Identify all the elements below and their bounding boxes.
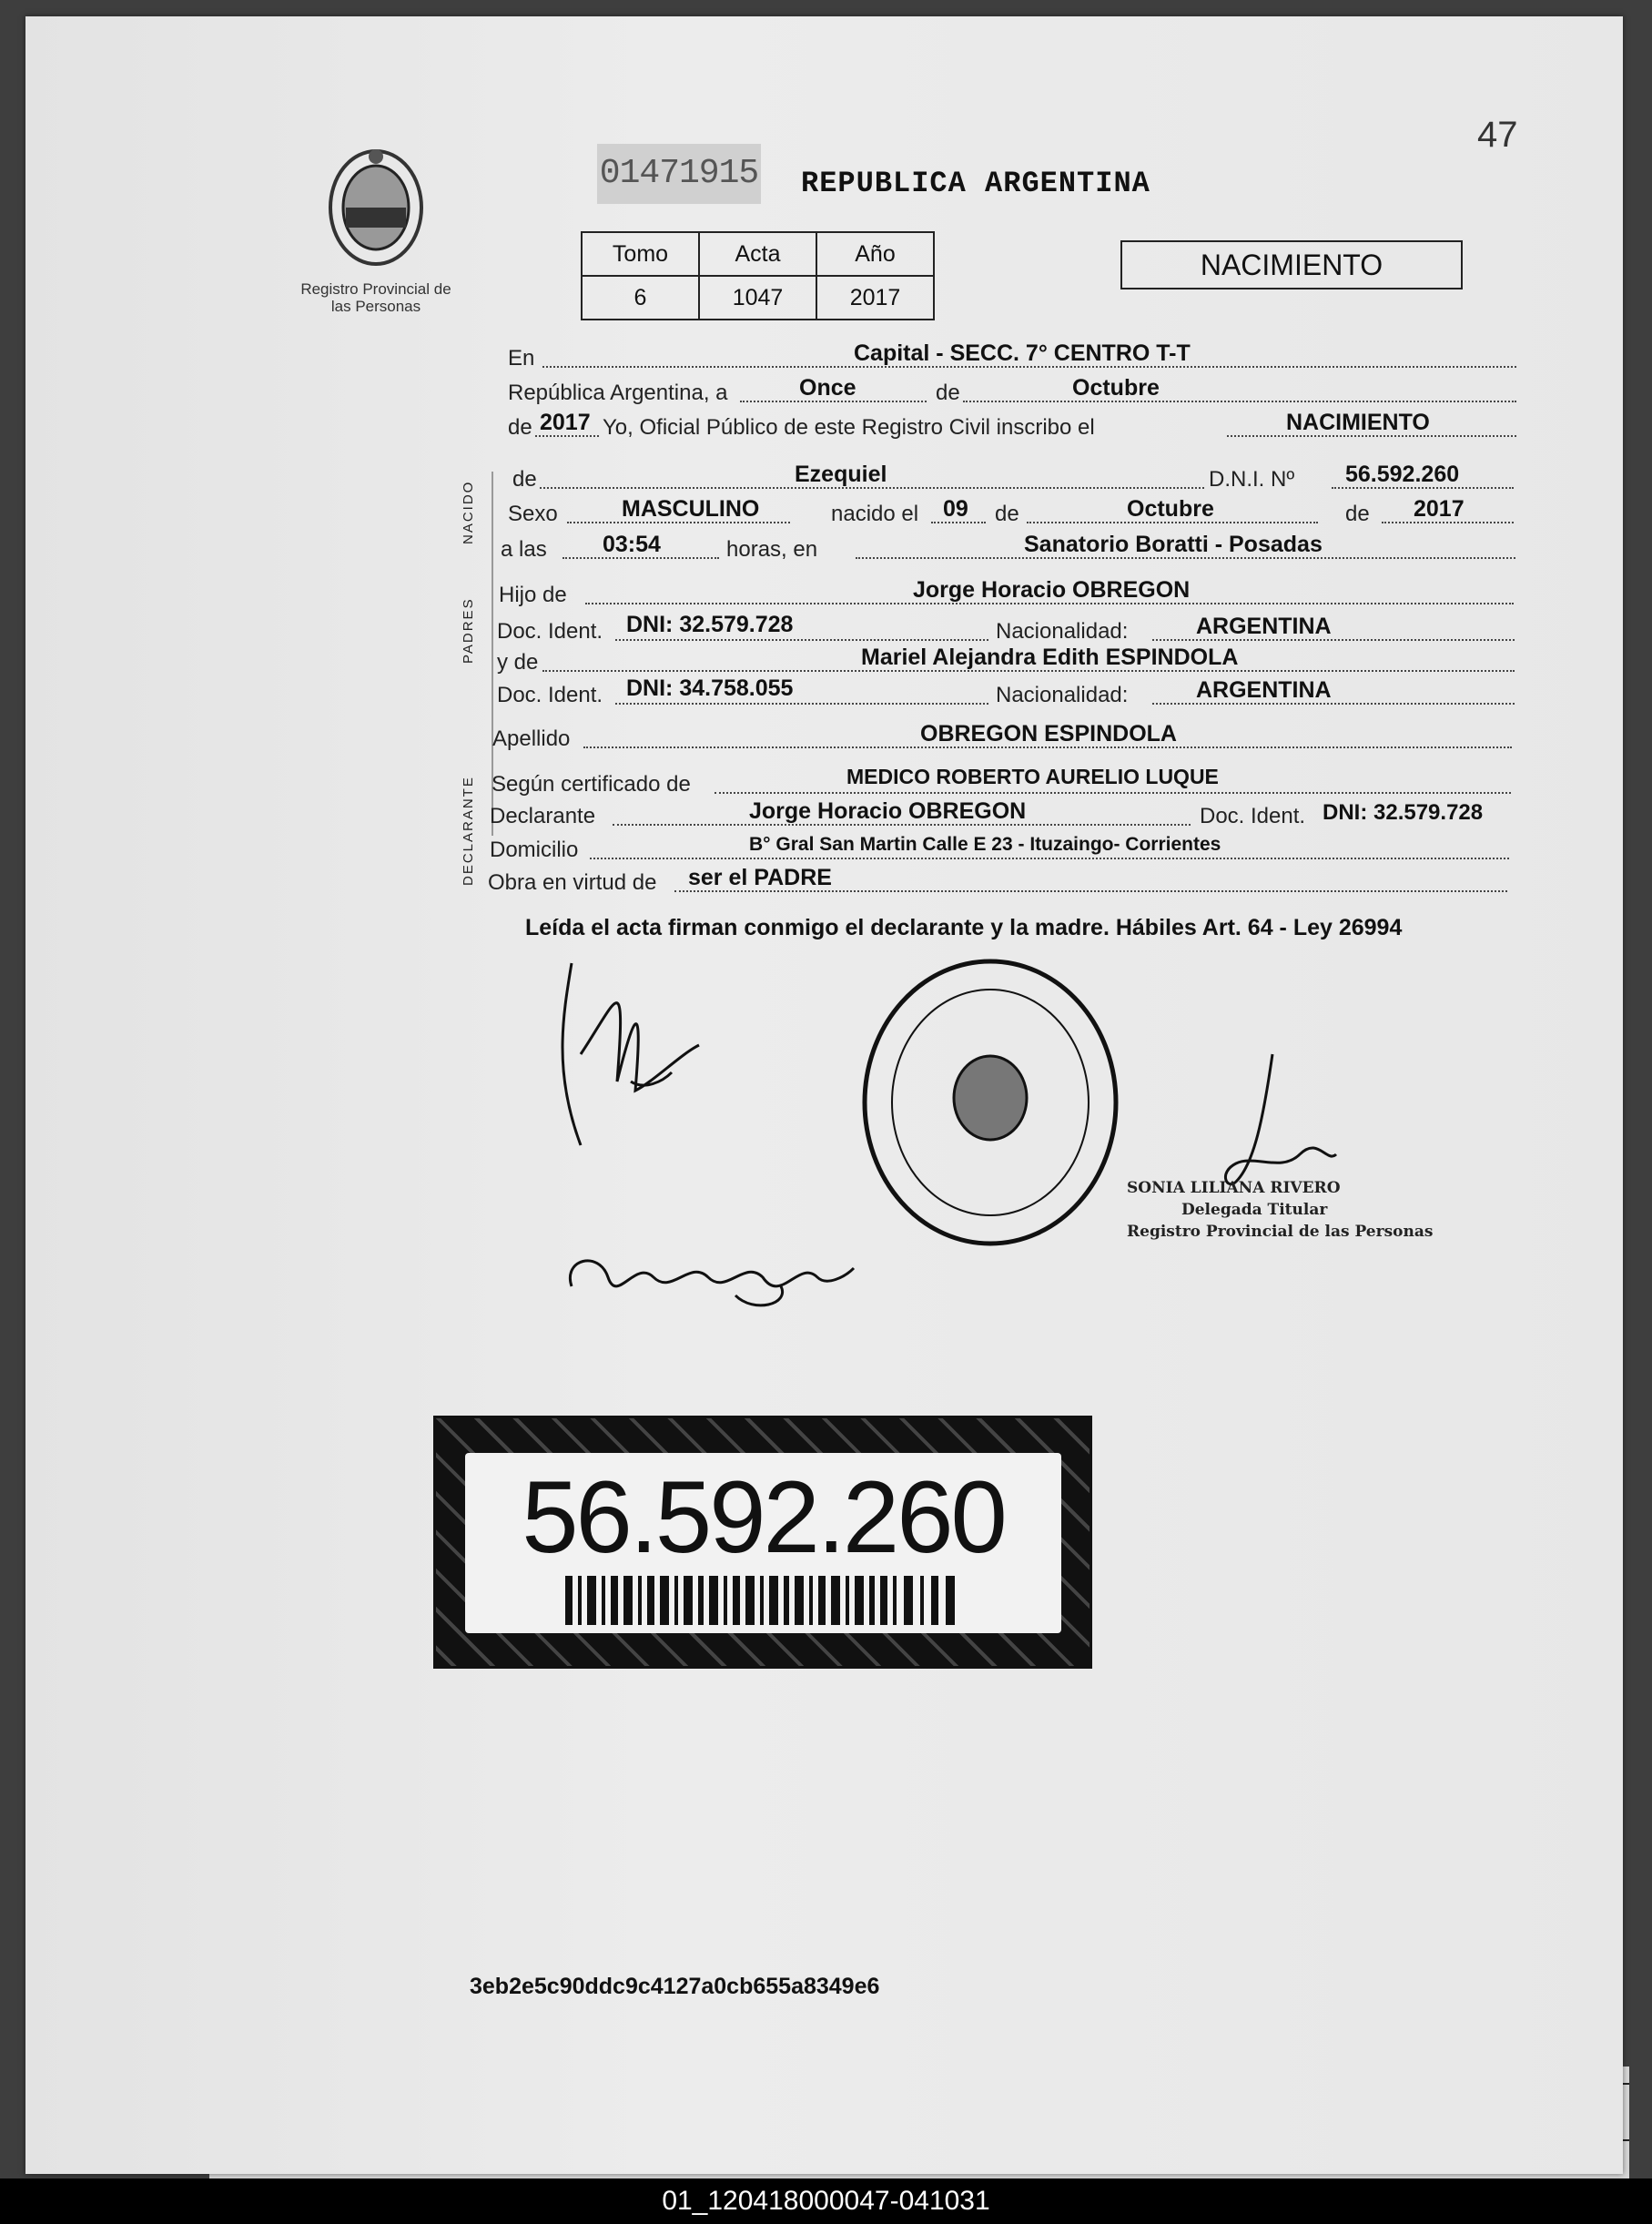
label-de3: de — [1345, 502, 1370, 526]
label-de2: de — [995, 502, 1019, 526]
sidebar-nacido: NACIDO — [461, 480, 476, 545]
row-name — [512, 462, 1518, 500]
value-declarant-doc: DNI: 32.579.728 — [1323, 800, 1484, 825]
label-de-year: de — [508, 415, 532, 440]
label-declarante: Declarante — [490, 804, 596, 828]
label-dni: D.N.I. Nº — [1209, 467, 1295, 492]
registry-table — [581, 231, 935, 320]
label-sexo: Sexo — [508, 502, 558, 526]
official-name: SONIA LILIANA RIVERO — [1127, 1179, 1341, 1197]
official-org: Registro Provincial de las Personas — [1127, 1223, 1434, 1241]
value-birth-year: 2017 — [1414, 496, 1465, 522]
row-yo — [508, 410, 1518, 448]
provincial-seal-icon — [326, 144, 426, 271]
scan-footer-id: 01_120418000047-041031 — [0, 2178, 1652, 2224]
row-time — [501, 532, 1518, 570]
row-declarant — [490, 798, 1518, 837]
official-block — [1127, 1177, 1433, 1243]
value-ano: 2017 — [816, 276, 934, 320]
label-hijo-de: Hijo de — [499, 583, 567, 607]
label-de-name: de — [512, 467, 537, 492]
label-nacionalidad: Nacionalidad: — [996, 619, 1129, 644]
value-declarant: Jorge Horacio OBREGON — [749, 798, 1027, 824]
label-en: En — [508, 346, 535, 371]
signature-mother — [553, 1223, 863, 1323]
value-address: B° Gral San Martin Calle E 23 - Ituzaingo- Corrientes — [749, 834, 1221, 855]
value-tomo: 6 — [582, 276, 699, 320]
value-mother: Mariel Alejandra Edith ESPINDOLA — [861, 645, 1239, 670]
label-apellido: Apellido — [492, 726, 571, 751]
row-place — [508, 340, 1518, 379]
value-father-nat: ARGENTINA — [1196, 614, 1332, 639]
value-place: Capital - SECC. 7° CENTRO T-T — [854, 340, 1191, 366]
value-father: Jorge Horacio OBREGON — [913, 577, 1191, 603]
barcode-label — [433, 1416, 1092, 1669]
label-domicilio: Domicilio — [490, 838, 579, 862]
value-certificate: MEDICO ROBERTO AURELIO LUQUE — [846, 765, 1219, 788]
value-by-virtue: ser el PADRE — [688, 865, 832, 890]
value-act: NACIMIENTO — [1286, 410, 1430, 435]
value-father-doc: DNI: 32.579.728 — [626, 612, 794, 637]
label-a-las: a las — [501, 537, 547, 562]
birth-certificate-page — [25, 16, 1623, 2174]
row-mother-doc — [497, 675, 1518, 716]
row-sex — [508, 496, 1518, 534]
value-mother-nat: ARGENTINA — [1196, 677, 1332, 703]
value-birthplace: Sanatorio Boratti - Posadas — [1024, 532, 1323, 557]
barcode-icon — [565, 1576, 966, 1625]
barcode-number: 56.592.260 — [522, 1460, 1005, 1574]
sidebar-declarante: DECLARANTE — [461, 776, 476, 887]
sidebar-padres: PADRES — [461, 597, 476, 665]
label-yo: Yo, Oficial Público de este Registro Civil inscribo el — [603, 415, 1095, 440]
value-surname: OBREGON ESPINDOLA — [920, 721, 1177, 746]
label-republica: República Argentina, a — [508, 381, 728, 405]
row-father — [499, 577, 1518, 615]
row-date — [508, 375, 1518, 413]
registry-caption: Registro Provincial de las Personas — [300, 280, 451, 315]
page-number: 47 — [1477, 115, 1518, 155]
official-stamp-icon — [854, 952, 1127, 1253]
header-acta: Acta — [699, 232, 816, 276]
value-birth-day: 09 — [943, 496, 968, 522]
country-title: REPUBLICA ARGENTINA — [801, 167, 1150, 200]
label-doc-ident-2: Doc. Ident. — [497, 683, 603, 707]
value-mother-doc: DNI: 34.758.055 — [626, 675, 794, 701]
row-surname — [492, 721, 1518, 759]
value-name: Ezequiel — [795, 462, 887, 487]
value-birth-month: Octubre — [1127, 496, 1214, 522]
value-sex: MASCULINO — [622, 496, 760, 522]
header-tomo: Tomo — [582, 232, 699, 276]
value-year: 2017 — [540, 410, 591, 435]
label-obra: Obra en virtud de — [488, 870, 657, 895]
document-hash: 3eb2e5c90ddc9c4127a0cb655a8349e6 — [470, 1974, 880, 1999]
label-nacido-el: nacido el — [831, 502, 919, 526]
value-month: Octubre — [1072, 375, 1160, 401]
row-address — [490, 834, 1518, 870]
label-doc-ident-3: Doc. Ident. — [1200, 804, 1306, 828]
closing-text: Leída el acta firman conmigo el declarante y la madre. Hábiles Art. 64 - Ley 26994 — [525, 915, 1403, 940]
label-horas-en: horas, en — [726, 537, 818, 562]
serial-number: 01471915 — [597, 144, 761, 204]
label-de1: de — [936, 381, 960, 405]
label-doc-ident: Doc. Ident. — [497, 619, 603, 644]
label-nacionalidad-2: Nacionalidad: — [996, 683, 1129, 707]
value-day-words: Once — [799, 375, 856, 401]
official-title: Delegada Titular — [1181, 1201, 1328, 1219]
header-ano: Año — [816, 232, 934, 276]
value-dni: 56.592.260 — [1345, 462, 1460, 487]
label-segun: Según certificado de — [492, 772, 691, 797]
value-acta: 1047 — [699, 276, 816, 320]
act-type-box: NACIMIENTO — [1120, 240, 1463, 289]
signature-declarant — [544, 945, 726, 1182]
label-y-de: y de — [497, 650, 539, 675]
row-by-virtue — [488, 865, 1518, 903]
value-time: 03:54 — [603, 532, 661, 557]
